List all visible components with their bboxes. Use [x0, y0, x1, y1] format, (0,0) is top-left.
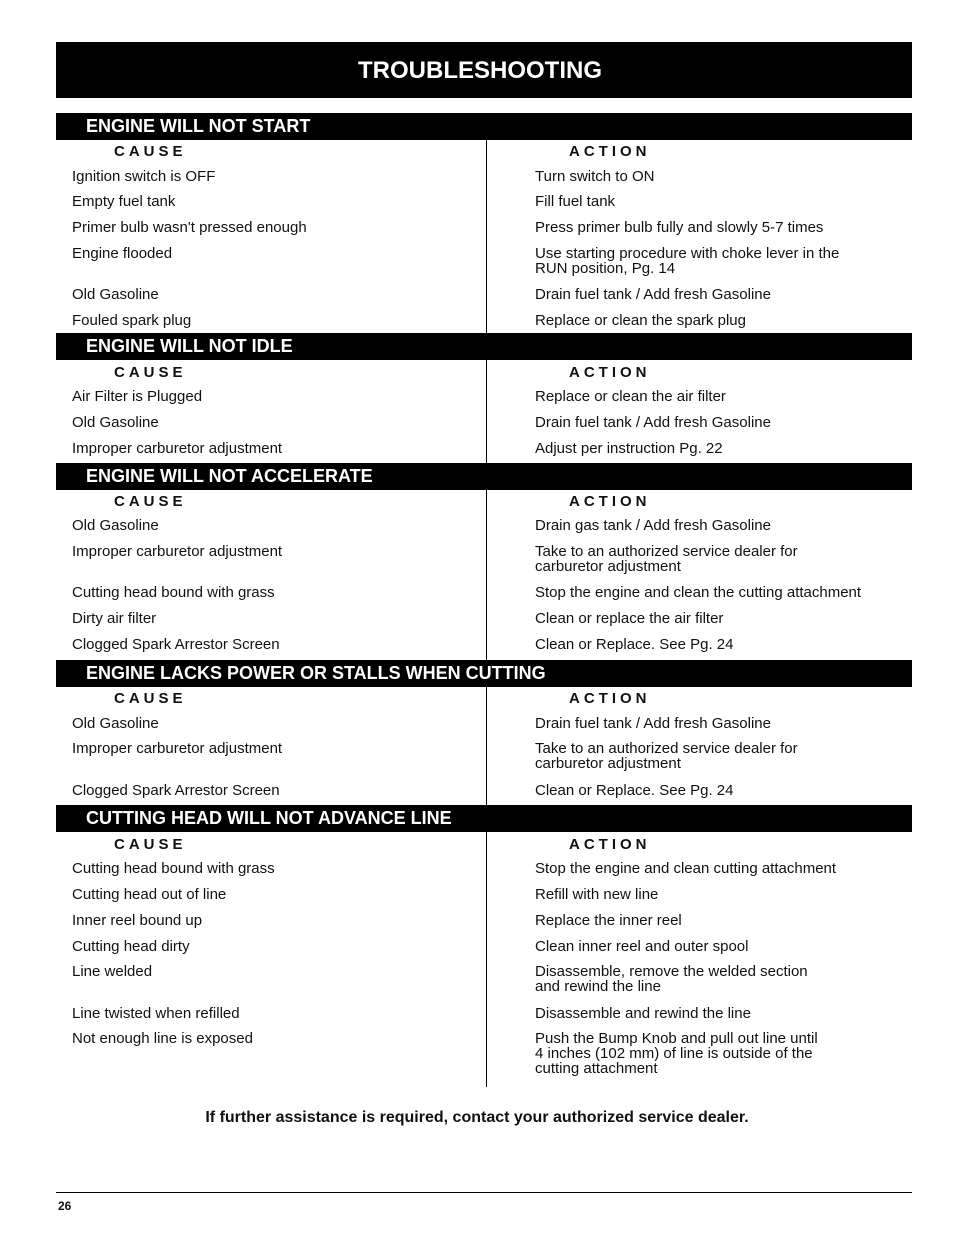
cause-cell: Fouled spark plug — [72, 312, 192, 329]
section-heading-cutting-head-will-not-advance-line: CUTTING HEAD WILL NOT ADVANCE LINE — [56, 805, 912, 832]
cause-cell: Old Gasoline — [72, 286, 159, 303]
action-cell: Turn switch to ON — [535, 168, 655, 185]
cause-cell: Clogged Spark Arrestor Screen — [72, 636, 280, 653]
cause-cell: Primer bulb wasn't pressed enough — [72, 219, 307, 236]
column-divider — [486, 140, 487, 333]
cause-cell: Cutting head bound with grass — [72, 860, 275, 877]
section-heading-engine-will-not-accelerate: ENGINE WILL NOT ACCELERATE — [56, 463, 912, 490]
action-cell: Stop the engine and clean cutting attachment — [535, 860, 837, 877]
cause-cell: Empty fuel tank — [72, 193, 176, 210]
assistance-note: If further assistance is required, contact your authorized service dealer. — [205, 1109, 749, 1126]
cause-cell: Cutting head dirty — [72, 938, 190, 955]
cause-cell: Cutting head bound with grass — [72, 584, 275, 601]
footer-rule — [56, 1192, 912, 1193]
action-cell: Take to an authorized service dealer for carburetor adjustment — [535, 543, 798, 575]
action-cell: Drain fuel tank / Add fresh Gasoline — [535, 715, 771, 732]
cause-cell: Old Gasoline — [72, 715, 159, 732]
cause-cell: Dirty air filter — [72, 610, 157, 627]
cause-column-label: CAUSE — [114, 836, 187, 853]
action-cell: Replace the inner reel — [535, 912, 682, 929]
cause-cell: Improper carburetor adjustment — [72, 543, 283, 560]
cause-column-label: CAUSE — [114, 493, 187, 510]
action-cell: Press primer bulb fully and slowly 5-7 times — [535, 219, 824, 236]
action-cell: Take to an authorized service dealer for carburetor adjustment — [535, 740, 798, 772]
page-title: TROUBLESHOOTING — [56, 42, 912, 98]
section-heading-engine-lacks-power: ENGINE LACKS POWER OR STALLS WHEN CUTTING — [56, 660, 912, 687]
column-divider — [486, 832, 487, 1087]
action-cell: Drain gas tank / Add fresh Gasoline — [535, 517, 771, 534]
cause-cell: Improper carburetor adjustment — [72, 740, 283, 757]
cause-cell: Cutting head out of line — [72, 886, 227, 903]
cause-cell: Old Gasoline — [72, 517, 159, 534]
action-column-label: ACTION — [569, 143, 651, 160]
cause-cell: Clogged Spark Arrestor Screen — [72, 782, 280, 799]
action-cell: Disassemble and rewind the line — [535, 1005, 751, 1022]
cause-column-label: CAUSE — [114, 143, 187, 160]
action-cell: Push the Bump Knob and pull out line until 4 inches (102 mm) of line is outside of the cutting attachment — [535, 1030, 818, 1077]
cause-cell: Not enough line is exposed — [72, 1030, 253, 1047]
action-cell: Replace or clean the spark plug — [535, 312, 746, 329]
cause-column-label: CAUSE — [114, 690, 187, 707]
action-column-label: ACTION — [569, 836, 651, 853]
action-cell: Clean inner reel and outer spool — [535, 938, 749, 955]
action-cell: Clean or replace the air filter — [535, 610, 724, 627]
action-cell: Refill with new line — [535, 886, 659, 903]
action-column-label: ACTION — [569, 364, 651, 381]
column-divider — [486, 687, 487, 805]
action-cell: Adjust per instruction Pg. 22 — [535, 440, 723, 457]
action-cell: Replace or clean the air filter — [535, 388, 726, 405]
cause-cell: Engine flooded — [72, 245, 173, 262]
cause-column-label: CAUSE — [114, 364, 187, 381]
cause-cell: Line twisted when refilled — [72, 1005, 240, 1022]
action-cell: Use starting procedure with choke lever in the RUN position, Pg. 14 — [535, 245, 840, 277]
action-cell: Stop the engine and clean the cutting attachment — [535, 584, 862, 601]
cause-cell: Inner reel bound up — [72, 912, 203, 929]
action-column-label: ACTION — [569, 493, 651, 510]
cause-cell: Old Gasoline — [72, 414, 159, 431]
action-column-label: ACTION — [569, 690, 651, 707]
action-cell: Drain fuel tank / Add fresh Gasoline — [535, 286, 771, 303]
cause-cell: Improper carburetor adjustment — [72, 440, 283, 457]
column-divider — [486, 360, 487, 463]
action-cell: Clean or Replace. See Pg. 24 — [535, 636, 734, 653]
page-number: 26 — [58, 1199, 72, 1213]
section-heading-engine-will-not-idle: ENGINE WILL NOT IDLE — [56, 333, 912, 360]
action-cell: Fill fuel tank — [535, 193, 616, 210]
action-cell: Disassemble, remove the welded section and rewind the line — [535, 963, 808, 995]
cause-cell: Line welded — [72, 963, 153, 980]
cause-cell: Ignition switch is OFF — [72, 168, 216, 185]
action-cell: Drain fuel tank / Add fresh Gasoline — [535, 414, 771, 431]
action-cell: Clean or Replace. See Pg. 24 — [535, 782, 734, 799]
column-divider — [486, 490, 487, 660]
section-heading-engine-will-not-start: ENGINE WILL NOT START — [56, 113, 912, 140]
cause-cell: Air Filter is Plugged — [72, 388, 203, 405]
